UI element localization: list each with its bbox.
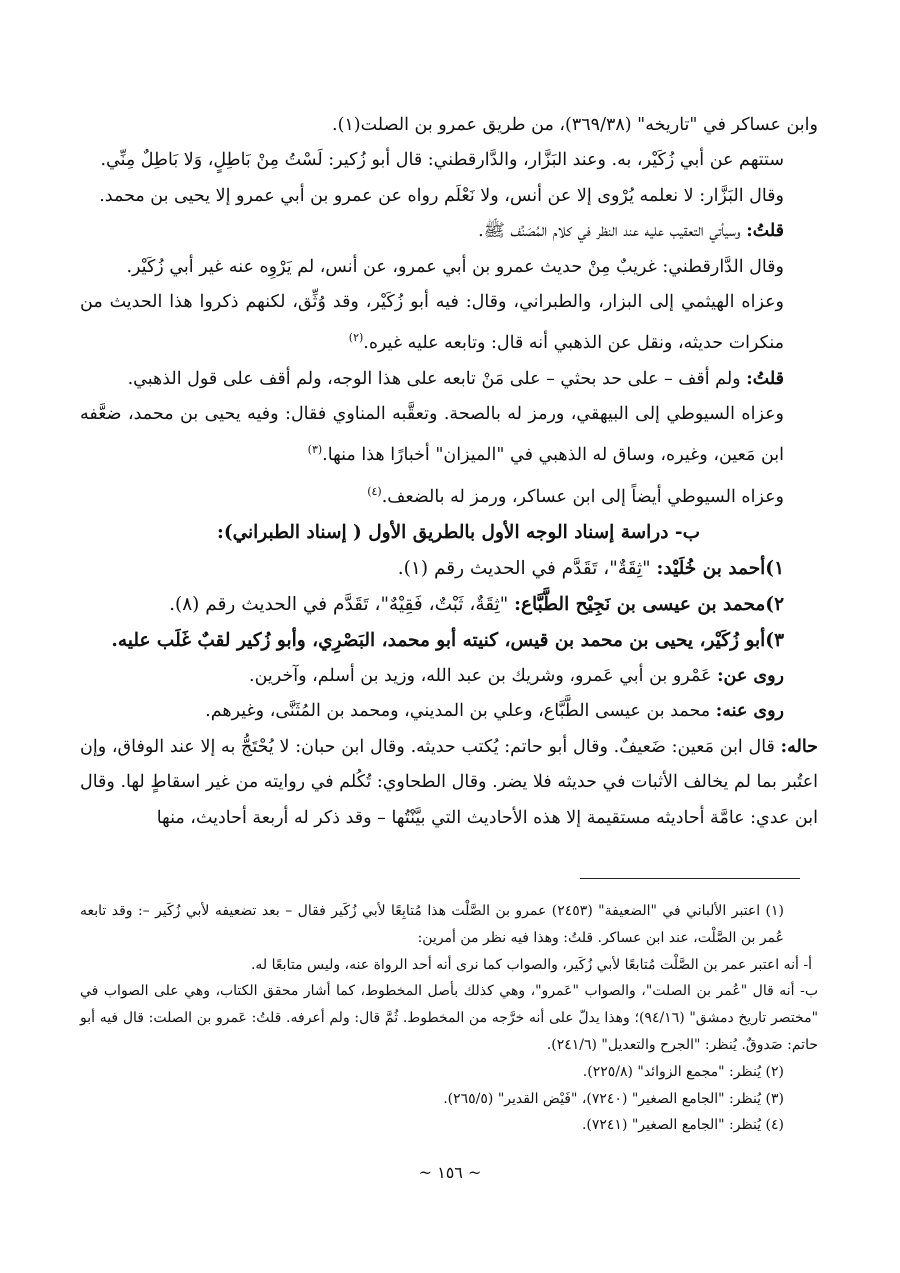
narrator-1-name: ١)أحمد بن خُلَيْد:	[656, 557, 784, 579]
paragraph-7	[80, 362, 818, 397]
paragraph-9	[80, 474, 818, 515]
paragraph-6-text: وعزاه الهيثمي إلى البزار، والطبراني، وقال: فيه أبو زُكَيْر، وقد وُثِّق، لكنهم ذكروا هذا الحديث من منكرات حديثه، ونقل عن الذهبي أنه قال: وتابعه عليه غيره.	[80, 292, 784, 354]
footnote-4: (٤) يُنظر: "الجامع الصغير" (٧٢٤١).	[581, 1117, 784, 1134]
footnote-ref-3: (٣)	[307, 443, 323, 457]
paragraph-2: ستتهم عن أبي زُكَيْر، به. وعند البَزَّار، والدَّارقطني: قال أبو زُكير: لَسْتُ مِنْ بَاطِلٍ، وَلا بَاطِلٌ مِنِّي.	[100, 150, 784, 171]
main-body	[80, 108, 818, 836]
rawa-an-label: روى عن:	[717, 665, 784, 686]
paragraph-5: وقال الدَّارقطني: غريبٌ مِنْ حديث عمرو بن أبي عمرو، عن أنس، لم يَرْوِه عنه غير أبي زُكَيْر.	[126, 256, 784, 277]
footnote-3: (٣) يُنظر: "الجامع الصغير" (٧٢٤٠)، "فَيْض القدير" (٢٦٥/٥).	[443, 1090, 784, 1107]
narrator-item-1	[80, 551, 818, 587]
footnote-ref-4: (٤)	[367, 484, 382, 498]
section-heading: ب- دراسة إسناد الوجه الأول بالطريق الأول ( إسناد الطبراني):	[217, 521, 700, 543]
narrator-item-3	[80, 623, 818, 659]
rawa-anhu-line	[80, 694, 818, 729]
paragraph-4	[80, 214, 818, 249]
haluh-paragraph	[80, 730, 818, 836]
footnote-ref-2: (٢)	[348, 331, 364, 345]
rawa-an-text: عَمْرو بن أبي عَمرو، وشريك بن عبد الله، وزيد بن أسلم، وآخرين.	[249, 665, 718, 686]
paragraph-1: وابن عساكر في "تاريخه" (٣٦٩/٣٨)، من طريق عمرو بن الصلت(١).	[332, 115, 818, 135]
paragraph-7-text: ولم أقف – على حد بحثي – على مَنْ تابعه على هذا الوجه، ولم أقف على قول الذهبي.	[127, 368, 741, 389]
footnotes	[80, 898, 818, 1139]
rawa-anhu-label: روى عنه:	[715, 701, 784, 722]
narrator-1-text: "ثِقَةٌ"، تَقَدَّم في الحديث رقم (١).	[397, 557, 657, 579]
paragraph-8-text: وعزاه السيوطي إلى البيهقي، ورمز له بالصحة. وتعقَّبه المناوي فقال: وفيه يحيى بن محمد، ضعَّفه ابن مَعين، وغيره، وساق له الذهبي في "الميزان" أخبارًا هذا منها.	[80, 404, 784, 466]
rawa-anhu-text: محمد بن عيسى الطَّبَّاع، وعلي بن المديني، ومحمد بن المُثَنَّى، وغيرهم.	[205, 701, 716, 722]
haluh-text: قال ابن مَعين: ضَعيفٌ. وقال أبو حاتم: يُكتب حديثه. وقال ابن حبان: لا يُحْتَجُّ به إلا عند الوفاق، وإن اعتُبر بما لم يخالف الأثبات في حديثه فلا يضر. وقال الطحاوي: تُكُلم في روايته من غير اسقاطٍ لها. وقال ابن عدي: عامَّة أحاديثه مستقيمة إلا هذه الأحاديث التي بيَّنْتُها – وقد ذكر له أربعة أحاديث، منها	[80, 736, 818, 828]
qultu-label: قلتُ:	[746, 221, 784, 242]
rawa-an-line	[80, 659, 818, 694]
page-number: ~ ١٥٦ ~	[418, 1163, 482, 1182]
footnote-1a: أ- أنه اعتبر عمر بن الصَّلْت مُتابعًا لأبي زُكَير، والصواب كما نرى أنه أحد الرواة عنه، وليس متابعًا له.	[250, 956, 812, 973]
narrator-2-text: "ثِقَةٌ، ثَبْتٌ، فَقِيْهٌ"، تَقَدَّم في الحديث رقم (٨).	[169, 593, 515, 615]
footnote-1: (١) اعتبر الألباني في "الضعيفة" (٢٤٥٣) عمرو بن الصَّلْت هذا مُتابِعًا لأبي زُكَير فقال – بعد تضعيفه لأبي زُكَير –: وقد تابعه عُمر بن الصَّلْت، عند ابن عساكر. قلتُ: وهذا فيه نظر من أمرين:	[80, 903, 785, 946]
paragraph-6	[80, 285, 818, 362]
narrator-3-title: ٣)أبو زُكَيْر، يحيى بن محمد بن قيس، كنيته أبو محمد، البَصْرِي، وأبو زُكير لقبٌ غَلَب عليه.	[111, 629, 784, 651]
footnote-separator	[580, 878, 800, 879]
paragraph-9-text: وعزاه السيوطي أيضاً إلى ابن عساكر، ورمز له بالضعف.	[381, 486, 784, 507]
paragraph-4-text: وسيأتي التعقيب عليه عند النظر في كلام المُصَنِّف ﷺ.	[478, 221, 741, 242]
footnote-2: (٢) يُنظر: "مجمع الزوائد" (٢٢٥/٨).	[582, 1063, 784, 1080]
haluh-label: حاله:	[780, 736, 818, 757]
narrator-item-2	[80, 587, 818, 623]
narrator-2-name: ٢)محمد بن عيسى بن نَجِيْح الطَّبَّاع:	[514, 593, 784, 615]
paragraph-8	[80, 397, 818, 474]
paragraph-3: وقال البَزَّار: لا نعلمه يُرْوى إلا عن أنس، ولا نَعْلَم رواه عن عمرو بن أبي عمرو إلا يحيى بن محمد.	[99, 185, 784, 206]
footnote-1b: ب- أنه قال "عُمر بن الصلت"، والصواب "عَمرو"، وهي كذلك بأصل المخطوط، كما أشار محقق الكتاب، وهي على الصواب في "مختصر تاريخ دمشق" (٩٤/١٦)؛ وهذا يدلّ على أنه خرَّجه من المخطوط. ثُمَّ قال: ولم أعرفه. قلتُ: عَمرو بن الصلت: قال فيه أبو حاتم: صَدوقٌ. يُنظر: "الجرح والتعديل" (٢٤١/٦).	[80, 983, 819, 1053]
qultu-label-2: قلتُ:	[746, 368, 784, 389]
